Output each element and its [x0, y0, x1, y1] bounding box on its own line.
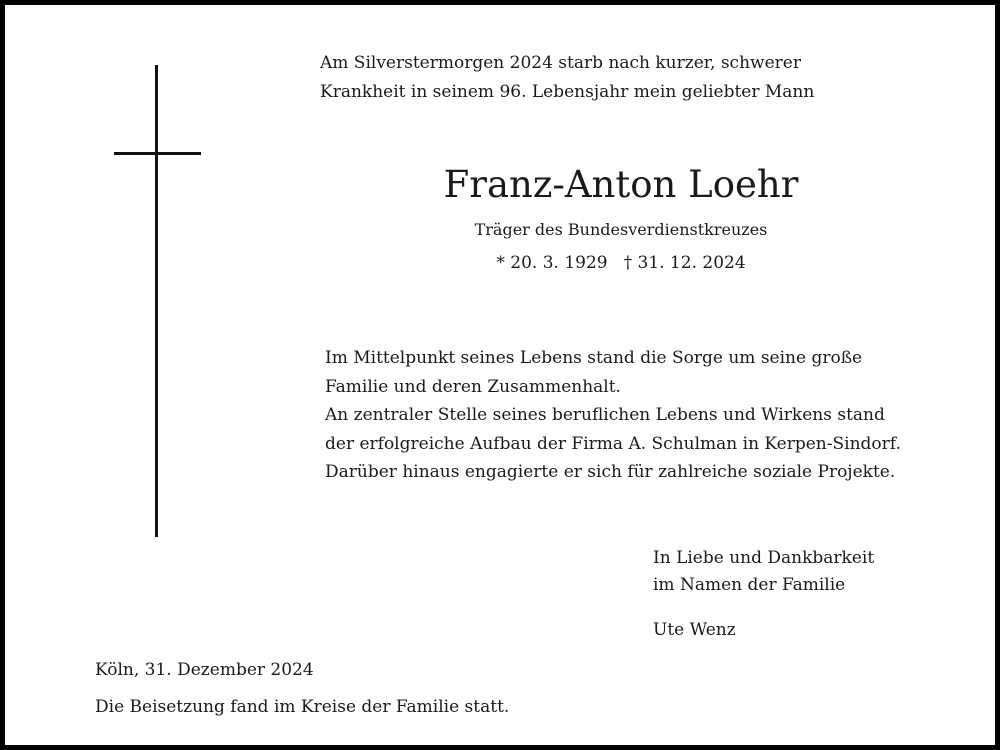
- closing-text: [653, 545, 973, 599]
- intro-line: Am Silverstermorgen 2024 starb nach kurzer, schwerer: [320, 53, 801, 73]
- tribute-line: Darüber hinaus engagierte er sich für zahlreiche soziale Projekte.: [325, 462, 896, 482]
- deceased-name: Franz-Anton Loehr: [443, 163, 799, 206]
- closing-line: im Namen der Familie: [653, 575, 846, 595]
- intro-line: Krankheit in seinem 96. Lebensjahr mein geliebter Mann: [320, 82, 815, 102]
- cross-vertical-bar: [155, 65, 158, 537]
- tribute-text: [325, 344, 965, 487]
- honor-text: Träger des Bundesverdienstkreuzes: [474, 220, 768, 239]
- funeral-note: Die Beisetzung fand im Kreise der Familie statt.: [95, 697, 510, 717]
- birth-date: * 20. 3. 1929: [496, 253, 608, 273]
- tribute-line: Familie und deren Zusammenhalt.: [325, 376, 621, 397]
- life-dates: [305, 250, 937, 276]
- tribute-line: der erfolgreiche Aufbau der Firma A. Schulman in Kerpen-Sindorf.: [325, 433, 901, 454]
- intro-text: [320, 49, 940, 107]
- tribute-line: Im Mittelpunkt seines Lebens stand die Sorge um seine große: [325, 348, 863, 368]
- signer-name: Ute Wenz: [653, 620, 736, 640]
- tribute-line: An zentraler Stelle seines beruflichen Lebens und Wirkens stand: [325, 405, 885, 425]
- death-date: † 31. 12. 2024: [623, 253, 746, 273]
- closing-line: In Liebe und Dankbarkeit: [653, 548, 875, 568]
- cross-horizontal-bar: [114, 152, 201, 155]
- place-and-date: Köln, 31. Dezember 2024: [95, 660, 314, 680]
